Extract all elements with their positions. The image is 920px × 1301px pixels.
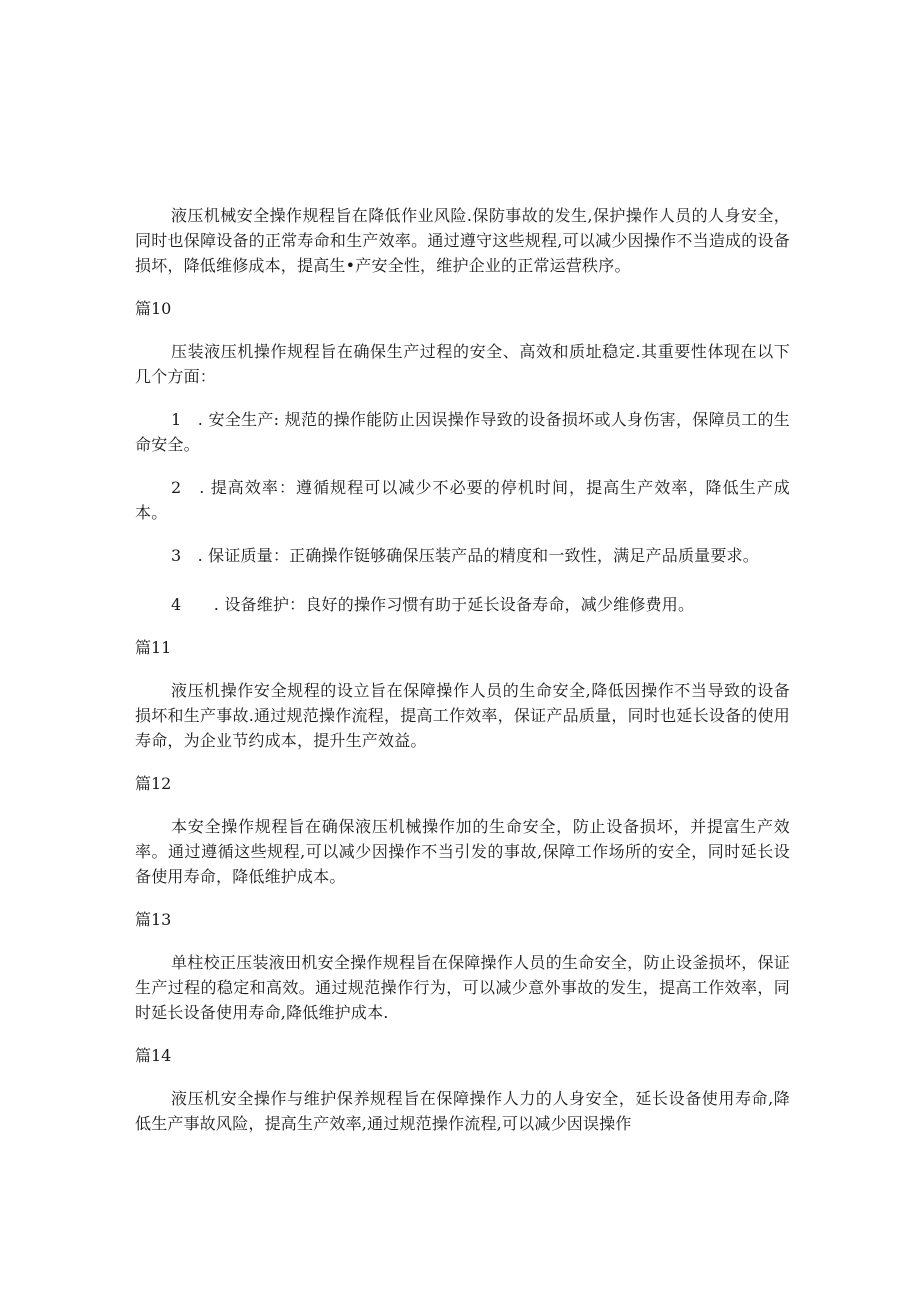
- section-heading-12: 篇12: [135, 774, 172, 793]
- list-item-2: 2 . 提高效率：遵循规程可以减少不必要的停机时间，提高生产效率，降低生产成本。: [135, 478, 790, 522]
- paragraph-11: 液压机操作安全规程的设立旨在保障操作人员的生命安全,降低因操作不当导致的设备损坏和生产事故.通过规范操作流程，提高工作效率，保证产品质量，同时也延长设备的使用寿命，为企业节约成本，提升生产效益。: [135, 681, 790, 750]
- section-heading-10: 篇10: [135, 299, 172, 318]
- paragraph-14: 液压机安全操作与维护保养规程旨在保障操作人力的人身安全，延长设备使用寿命,降低生产事故风险，提高生产效率,通过规范操作流程,可以减少因误操作: [135, 1089, 790, 1133]
- list-item-3: 3 . 保证质量：正确操作铤够确保压装产品的精度和一致性，满足产品质量要求。: [171, 546, 759, 565]
- list-item-1: 1 . 安全生产: 规范的操作能防止因误操作导致的设备损坏或人身伤害，保障员工的生命安全。: [135, 410, 790, 454]
- paragraph-10-intro: 压装液压机操作规程旨在确保生产过程的安全、高效和质址稳定.其重要性体现在以下几个方面：: [135, 342, 790, 386]
- paragraph-13: 单柱校正压装液田机安全操作规程旨在保障操作人员的生命安全，防止设釜损坏，保证生产过程的稳定和高效。通过规范操作行为，可以减少意外事故的发生，提高工作效率，同时延长设备使用寿命,降低维护成本.: [135, 953, 790, 1022]
- paragraph-intro: 液压机械安全操作规程旨在降低作业风险.保防事故的发生,保护操作人员的人身安全，同时也保障设备的正常寿命和生产效率。通过遵守这些规程,可以减少因操作不当造成的设备损坏，降低维修成本，提高生•产安全性，维护企业的正常运营秩序。: [135, 206, 790, 275]
- section-heading-11: 篇11: [135, 638, 172, 657]
- section-heading-14: 篇14: [135, 1046, 172, 1065]
- paragraph-12: 本安全操作规程旨在确保液压机械操作加的生命安全，防止设备损坏，并提富生产效率。通过遵循这些规程,可以减少因操作不当引发的事故,保障工作场所的安全，同时延长设备使用寿命，降低维护成本。: [135, 817, 790, 886]
- list-item-4: 4 . 设备维护：良好的操作习惯有助于延长设备寿命，减少维修费用。: [171, 595, 695, 614]
- section-heading-13: 篇13: [135, 910, 172, 929]
- document-body: [135, 203, 790, 1136]
